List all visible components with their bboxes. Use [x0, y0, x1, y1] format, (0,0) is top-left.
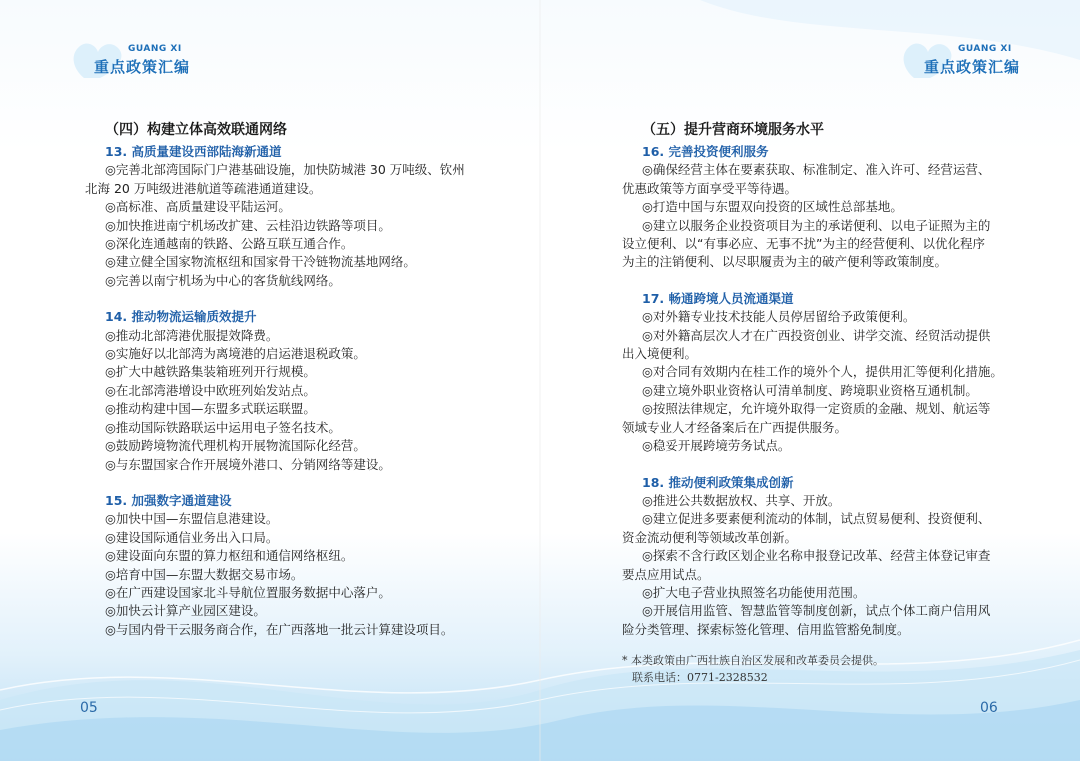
policy-line: 领域专业人才经备案后在广西提供服务。	[622, 419, 848, 435]
policy-line: 为主的注销便利、以尽职履责为主的破产便利等政策制度。	[622, 254, 948, 270]
subsection-title: 13. 高质量建设西部陆海新通道	[105, 144, 282, 159]
policy-line: ◎对外籍专业技术技能人员停居留给予政策便利。	[642, 309, 916, 325]
subsection-title: 15. 加强数字通道建设	[105, 492, 232, 508]
policy-line: ◎建立以服务企业投资项目为主的承诺便利、以电子证照为主的	[642, 217, 991, 233]
policy-line: ◎高标准、高质量建设平陆运河。	[105, 199, 291, 215]
policy-line: ◎实施好以北部湾为离境港的启运港退税政策。	[105, 346, 366, 362]
subsection-title: 16. 完善投资便利服务	[642, 144, 769, 159]
policy-line: ◎扩大中越铁路集装箱班列开行规模。	[105, 364, 316, 380]
section-heading: （五）提升营商环境服务水平	[642, 122, 824, 138]
page-number-left: 05	[80, 700, 98, 716]
left-column	[85, 120, 465, 639]
section-heading: （四）构建立体高效联通网络	[105, 122, 287, 138]
policy-line: ◎稳妥开展跨境劳务试点。	[642, 438, 791, 454]
note-line: * 本类政策由广西壮族自治区发展和改革委员会提供。	[622, 654, 884, 667]
subsection-title: 17. 畅通跨境人员流通渠道	[642, 290, 794, 306]
book-spine	[539, 0, 541, 761]
logo-latin: GUANG XI	[958, 44, 1012, 54]
policy-line: ◎确保经营主体在要素获取、标准制定、准入许可、经营运营、	[642, 162, 991, 178]
policy-line: ◎按照法律规定，允许境外取得一定资质的金融、规划、航运等	[642, 401, 991, 417]
policy-line: ◎在广西建设国家北斗导航位置服务数据中心落户。	[105, 584, 391, 600]
policy-line: ◎建设国际通信业务出入口局。	[105, 529, 279, 545]
policy-line: ◎加快云计算产业园区建设。	[105, 603, 266, 619]
policy-line: ◎建立健全国家物流枢纽和国家骨干冷链物流基地网络。	[105, 254, 416, 270]
policy-line: ◎推动国际铁路联运中运用电子签名技术。	[105, 419, 341, 435]
policy-line: ◎加快推进南宁机场改扩建、云桂沿边铁路等项目。	[105, 217, 391, 233]
subsection-title: 18. 推动便利政策集成创新	[642, 474, 794, 490]
policy-line: ◎开展信用监管、智慧监管等制度创新，试点个体工商户信用风	[642, 603, 991, 619]
policy-line: 设立便利、以“有事必应、无事不扰”为主的经营便利、以优化程序	[622, 236, 985, 252]
logo-subtitle: 重点政策汇编	[94, 58, 191, 76]
policy-line: ◎加快中国—东盟信息港建设。	[105, 511, 279, 527]
policy-line: ◎探索不含行政区划企业名称申报登记改革、经营主体登记审查	[642, 548, 991, 564]
policy-line: ◎与东盟国家合作开展境外港口、分销网络等建设。	[105, 456, 391, 472]
policy-line: ◎推动北部湾港优服提效降费。	[105, 327, 279, 343]
policy-line: 资金流动便利等领域改革创新。	[622, 529, 798, 545]
logo-latin: GUANG XI	[128, 44, 182, 54]
policy-line: ◎对外籍高层次人才在广西投资创业、讲学交流、经贸活动提供	[642, 327, 991, 343]
subsection-title: 14. 推动物流运输质效提升	[105, 309, 257, 325]
guangxi-logo-right	[900, 38, 1020, 80]
note-line: 联系电话：0771-2328532	[632, 671, 768, 684]
policy-line: 优惠政策等方面享受平等待遇。	[622, 180, 798, 196]
policy-line: ◎推进公共数据放权、共享、开放。	[642, 492, 841, 508]
policy-line: ◎推动构建中国—东盟多式联运联盟。	[105, 401, 316, 417]
policy-line: ◎完善以南宁机场为中心的客货航线网络。	[105, 272, 341, 288]
policy-line: ◎深化连通越南的铁路、公路互联互通合作。	[105, 236, 354, 252]
policy-line: ◎扩大电子营业执照签名功能使用范围。	[642, 584, 866, 600]
logo-subtitle: 重点政策汇编	[924, 58, 1021, 76]
policy-line: ◎建立境外职业资格认可清单制度、跨境职业资格互通机制。	[642, 382, 978, 398]
right-column	[622, 120, 1003, 639]
policy-line: ◎建立促进多要素便利流动的体制，试点贸易便利、投资便利、	[642, 511, 991, 527]
policy-line: ◎培育中国—东盟大数据交易市场。	[105, 566, 304, 582]
policy-line: 险分类管理、探索标签化管理、信用监管豁免制度。	[622, 621, 910, 637]
policy-line: ◎鼓励跨境物流代理机构开展物流国际化经营。	[105, 438, 366, 454]
policy-line: 出入境便利。	[622, 346, 698, 362]
source-note	[622, 652, 884, 686]
policy-line: ◎建设面向东盟的算力枢纽和通信网络枢纽。	[105, 548, 354, 564]
page-number-right: 06	[980, 700, 998, 716]
policy-line: ◎对合同有效期内在桂工作的境外个人，提供用汇等便利化措施。	[642, 364, 1003, 380]
policy-line: ◎与国内骨干云服务商合作，在广西落地一批云计算建设项目。	[105, 621, 454, 637]
policy-line: ◎打造中国与东盟双向投资的区域性总部基地。	[642, 199, 903, 215]
policy-line: ◎完善北部湾国际门户港基础设施，加快防城港 30 万吨级、钦州	[105, 162, 465, 178]
policy-line: 要点应用试点。	[622, 566, 710, 582]
policy-line: ◎在北部湾港增设中欧班列始发站点。	[105, 382, 316, 398]
guangxi-logo-left	[70, 38, 190, 80]
policy-line: 北海 20 万吨级进港航道等疏港通道建设。	[85, 180, 322, 196]
